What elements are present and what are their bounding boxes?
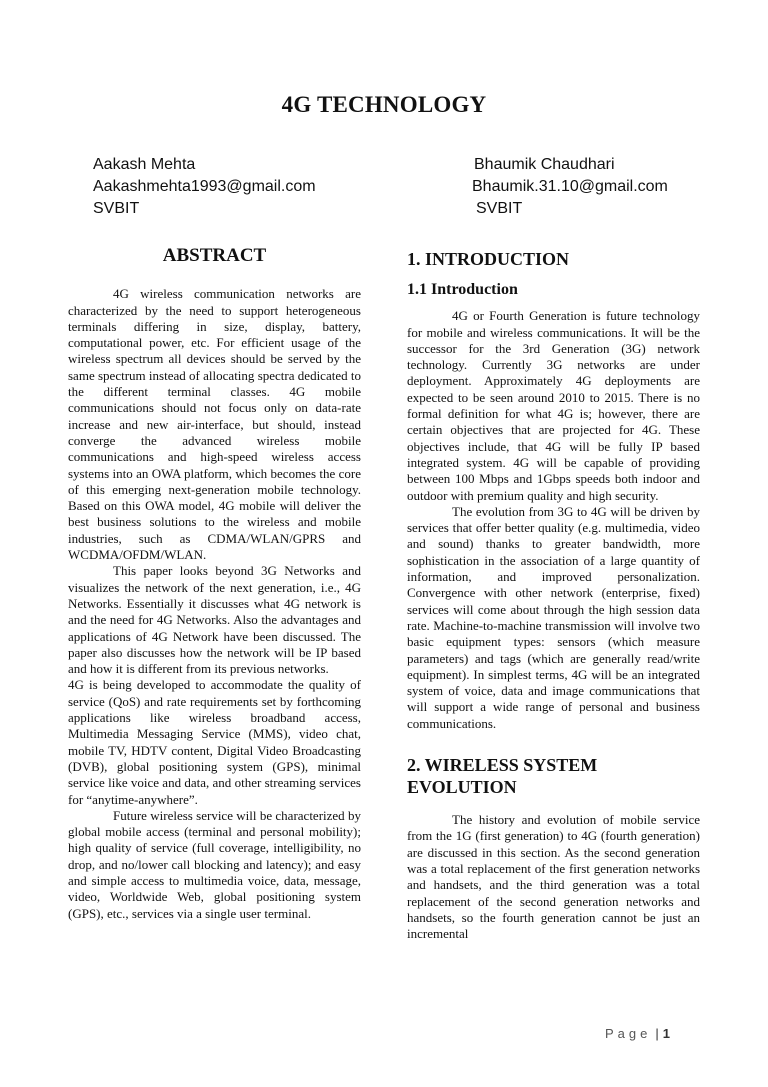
subsection-heading: 1.1 Introduction <box>407 281 518 298</box>
author-left <box>93 154 316 220</box>
section-heading-introduction: 1. INTRODUCTION <box>407 249 570 269</box>
paper-title: 4G TECHNOLOGY <box>281 92 487 117</box>
author-email: Bhaumik.31.10@gmail.com <box>472 178 668 195</box>
right-column <box>407 244 700 942</box>
author-affiliation: SVBIT <box>93 200 140 217</box>
author-right <box>472 154 668 220</box>
evolution-paragraph: The history and evolution of mobile service from the 1G (first generation) to 4G (fourth generation) are discussed in this section. As the second generation was a total replacement of the first generation networks and handsets, and the third generation was a total replacement of the second generation networks and handsets, so the fourth generation cannot be just an incremental <box>407 812 700 942</box>
author-email: Aakashmehta1993@gmail.com <box>93 178 316 195</box>
page-footer <box>605 1026 670 1041</box>
intro-paragraph: 4G or Fourth Generation is future technology for mobile and wireless communications. It will be the successor for the 3rd Generation (3G) network technology. Currently 3G networks are under deployment. Approximately 4G deployments are expected to be seen around 2010 to 2015. There is no formal definition for what 4G is; however, there are certain objectives that are projected for 4G. These objectives include, that 4G will be fully IP based integrated system. 4G will be capable of providing between 100 Mbps and 1Gbps speeds both indoor and outdoor with premium quality and high security. <box>407 308 700 503</box>
intro-paragraph: The evolution from 3G to 4G will be driven by services that offer better quality (e.g. multimedia, video and sound) thanks to greater bandwidth, more sophistication in the association of a large quantity of information, and improved personalization. Convergence with other network (enterprise, fixed) services will come about through the high session data rate. Machine-to-machine transmission will involve two basic equipment types: sensors (which measure parameters) and tags (which are generally read/write equipment). In simplest terms, 4G will be an integrated system of voice, data and image communications that will support a wide range of personal and business communications. <box>407 503 700 731</box>
page-label: Page <box>605 1026 652 1041</box>
author-name: Aakash Mehta <box>93 156 196 173</box>
abstract-paragraph: 4G wireless communication networks are characterized by the need to support heterogeneous terminals differing in size, display, battery, computational power, etc. For efficient usage of the wireless spectrum all devices should be served by the same spectrum instead of allocating spectra dedicated to the different terminal classes. 4G mobile communications should not focus only on data-rate increase and new air-interface, but should, instead converge the advanced wireless mobile communications and high-speed wireless access systems into an OWA platform, which becomes the core of this emerging next-generation mobile technology. Based on this OWA model, 4G mobile will deliver the best business solutions to the wireless and mobile industries, such as CDMA/WLAN/GPRS and WCDMA/OFDM/WLAN. <box>68 286 361 563</box>
abstract-paragraph: 4G is being developed to accommodate the quality of service (QoS) and rate requirements set by forthcoming applications like wireless broadband access, Multimedia Messaging Service (MMS), video chat, mobile TV, HDTV content, Digital Video Broadcasting (DVB), global positioning system (GPS), minimal service like voice and data, and other streaming services for “anytime-anywhere”. <box>68 677 361 807</box>
page-number: 1 <box>662 1026 670 1041</box>
author-name: Bhaumik Chaudhari <box>474 156 615 173</box>
author-affiliation: SVBIT <box>476 200 523 217</box>
abstract-heading: ABSTRACT <box>162 245 267 266</box>
section-heading-evolution: 2. WIRELESS SYSTEM EVOLUTION <box>407 755 598 798</box>
abstract-paragraph: This paper looks beyond 3G Networks and visualizes the network of the next generation, i.e., 4G Networks. Essentially it discusses what 4G network is and the need for 4G Networks. Also the advantages and applications of 4G Network have been discussed. The paper also discusses how the network will be IP based and how it is different from its previous networks. <box>68 563 361 677</box>
abstract-paragraph: Future wireless service will be characterized by global mobile access (terminal and personal mobility); high quality of service (full coverage, intelligibility, no drop, and no/lower call blocking and latency); and easy and simple access to multimedia voice, data, message, video, Worldwide Web, global positioning system (GPS), etc., services via a single user terminal. <box>68 807 361 921</box>
left-column <box>68 244 361 922</box>
footer-divider: | <box>655 1026 659 1041</box>
